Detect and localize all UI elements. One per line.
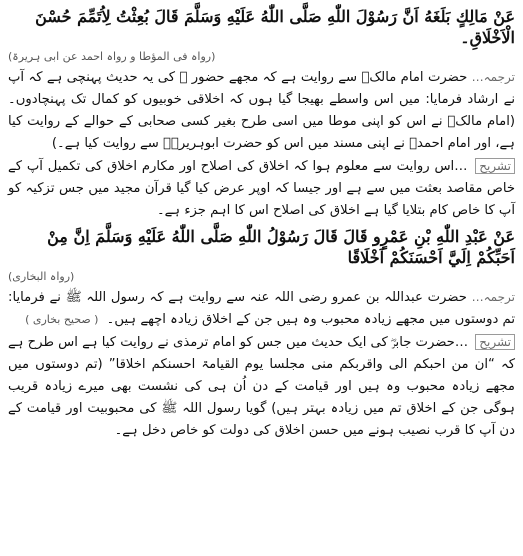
hadith-2-translation-text: حضرت عبداللہ بن عمرو رضی اللہ عنہ سے روایت ہے کہ رسول اللہ ﷺ نے فرمایا: تم دوستوں میں مجھے زیادہ محبوب وہ ہیں جن کے اخلاق زیادہ اچھے ہیں۔ (8, 290, 515, 327)
hadith-1-explanation-text: …اس روایت سے معلوم ہوا کہ اخلاق کی اصلاح اور مکارم اخلاق کی تکمیل آپ کے خاص مقاصد بعثت میں سے ہے اور جیسا کہ اوپر عرض کیا گیا قرآن مجید میں جس تزکیہ کو آپ کا خاص کام بتلایا گیا ہے اخلاق کی اصلاح اس کا اہم جزء ہے۔ (8, 159, 515, 218)
hadith-2-explanation-text-2: (تم دوستوں میں مجھے زیادہ محبوب وہ ہیں اور قیامت کے دن اُن ہی کی نشست بھی میرے زیادہ قریب ہوگی جن کے اخلاق تم میں زیادہ بہتر ہیں) گویا رسول اللہ ﷺ کی محبوبیت اور قیامت کے دن آپ کا قرب نصیب ہونے میں حسن اخلاق کی دولت کو خاص دخل ہے۔ (8, 357, 515, 438)
translation-label-2: ترجمہ… (471, 290, 515, 304)
hadith-1-explanation (8, 155, 515, 222)
explanation-label-2: تشریح (475, 334, 515, 350)
hadith-2-arabic-text: عَنْ عَبْدِ اللّٰهِ بْنِ عَمْرٍو قَالَ قَالَ رَسُوْلُ اللّٰهِ صَلَّى اللّٰهُ عَلَيْهِ وَسَلَّمَ اِنَّ مِنْ اَحَبِّكُمْ اِلَيَّ اَحْسَنَكُمْ اَخْلَاقًا (47, 227, 515, 267)
hadith-1-translation (8, 66, 515, 155)
hadith-2-explanation-text-1: …حضرت جابرؓ کی ایک حدیث میں جس کو امام ترمذی نے روایت کیا ہے اس طرح ہے کہ “ان من احبکم الی واقربکم منی مجلسا یوم القیامۃ احسنکم اخلاقا” (8, 335, 515, 372)
hadith-1-reference: (رواہ فی المؤطا و رواہ احمد عن ابی ہریرۃ) (8, 50, 216, 63)
explanation-label: تشریح (475, 158, 515, 174)
hadith-2-reference: (رواہ البخاری) (8, 270, 75, 283)
hadith-1-translation-text: حضرت امام مالکؒ سے روایت ہے کہ مجھے حضور ﷺ کی یہ حدیث پہنچی ہے کہ آپ نے ارشاد فرمایا: میں اس واسطے بھیجا گیا ہوں کہ اخلاقی خوبیوں کو کمال تک پہنچادوں۔ (امام مالکؒ نے اس کو اپنی موطا میں اسی طرح بغیر کسی صحابی کے حوالے کے روایت کیا ہے، اور امام احمدؒ نے اپنی مسند میں اس کو حضرت ابوہریرہؓ سے روایت کیا ہے۔) (8, 70, 515, 151)
hadith-2-explanation (8, 331, 515, 442)
hadith-2-translation (8, 286, 515, 331)
sahih-bukhari-seal: ( صحیح بخاری ) (25, 313, 99, 326)
hadith-1-arabic-text: عَنْ مَالِكٍ بَلَغَهُ اَنَّ رَسُوْلَ اللّٰهِ صَلَّى اللّٰهُ عَلَيْهِ وَسَلَّمَ قَالَ بُعِثْتُ لِاُتَمِّمَ حُسْنَ الْاَخْلَاقِ۔ (35, 7, 515, 47)
translation-label: ترجمہ… (471, 70, 515, 84)
